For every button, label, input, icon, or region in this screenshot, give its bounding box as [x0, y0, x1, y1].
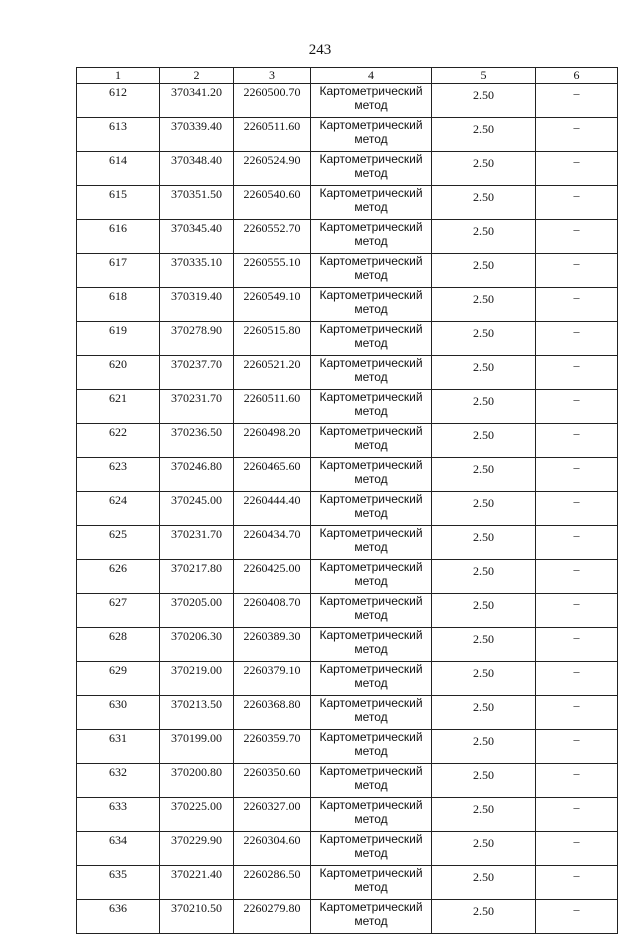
- accuracy: 2.50: [432, 628, 536, 662]
- note: –: [536, 526, 618, 560]
- table-row: [77, 186, 618, 220]
- coordinate-y: 2260515.80: [234, 322, 311, 356]
- point-number: 622: [77, 424, 160, 458]
- coordinate-x: 370221.40: [160, 866, 234, 900]
- coordinate-y: 2260552.70: [234, 220, 311, 254]
- table-row: [77, 696, 618, 730]
- method-cell: [311, 84, 432, 118]
- method-line-2: метод: [354, 336, 388, 350]
- method-line-1: Картометрический: [319, 322, 423, 336]
- method-line-2: метод: [354, 472, 388, 486]
- method-cell: [311, 118, 432, 152]
- note: –: [536, 390, 618, 424]
- coordinate-y: 2260500.70: [234, 84, 311, 118]
- method-line-1: Картометрический: [319, 560, 423, 574]
- coordinate-y: 2260555.10: [234, 254, 311, 288]
- method-line-2: метод: [354, 914, 388, 928]
- method-line-2: метод: [354, 200, 388, 214]
- point-number: 623: [77, 458, 160, 492]
- method-cell: [311, 390, 432, 424]
- table-row: [77, 356, 618, 390]
- note: –: [536, 560, 618, 594]
- point-number: 616: [77, 220, 160, 254]
- method-line-2: метод: [354, 506, 388, 520]
- coordinate-x: 370206.30: [160, 628, 234, 662]
- coordinate-x: 370246.80: [160, 458, 234, 492]
- accuracy: 2.50: [432, 288, 536, 322]
- accuracy: 2.50: [432, 492, 536, 526]
- accuracy: 2.50: [432, 322, 536, 356]
- method-line-1: Картометрический: [319, 356, 423, 370]
- coordinate-y: 2260498.20: [234, 424, 311, 458]
- accuracy: 2.50: [432, 594, 536, 628]
- note: –: [536, 322, 618, 356]
- method-cell: [311, 356, 432, 390]
- coordinate-x: 370245.00: [160, 492, 234, 526]
- method-cell: [311, 798, 432, 832]
- accuracy: 2.50: [432, 866, 536, 900]
- accuracy: 2.50: [432, 254, 536, 288]
- method-line-1: Картометрический: [319, 288, 423, 302]
- coordinate-y: 2260521.20: [234, 356, 311, 390]
- method-line-1: Картометрический: [319, 220, 423, 234]
- coordinate-x: 370213.50: [160, 696, 234, 730]
- table-row: [77, 594, 618, 628]
- coordinate-y: 2260549.10: [234, 288, 311, 322]
- method-cell: [311, 696, 432, 730]
- method-line-1: Картометрический: [319, 730, 423, 744]
- coordinate-x: 370348.40: [160, 152, 234, 186]
- coordinate-x: 370351.50: [160, 186, 234, 220]
- coordinates-table: [76, 67, 618, 934]
- accuracy: 2.50: [432, 390, 536, 424]
- table-row: [77, 628, 618, 662]
- accuracy: 2.50: [432, 152, 536, 186]
- coordinate-y: 2260279.80: [234, 900, 311, 934]
- note: –: [536, 84, 618, 118]
- method-line-1: Картометрический: [319, 186, 423, 200]
- table-row: [77, 84, 618, 118]
- column-header-5: 5: [432, 68, 536, 84]
- table-row: [77, 220, 618, 254]
- note: –: [536, 798, 618, 832]
- accuracy: 2.50: [432, 526, 536, 560]
- column-header-3: 3: [234, 68, 311, 84]
- coordinate-x: 370225.00: [160, 798, 234, 832]
- method-cell: [311, 730, 432, 764]
- table-row: [77, 118, 618, 152]
- method-line-1: Картометрический: [319, 900, 423, 914]
- column-header-2: 2: [160, 68, 234, 84]
- coordinate-x: 370341.20: [160, 84, 234, 118]
- note: –: [536, 594, 618, 628]
- method-line-2: метод: [354, 608, 388, 622]
- method-line-2: метод: [354, 370, 388, 384]
- note: –: [536, 866, 618, 900]
- method-line-1: Картометрический: [319, 696, 423, 710]
- method-cell: [311, 424, 432, 458]
- point-number: 614: [77, 152, 160, 186]
- note: –: [536, 356, 618, 390]
- table-row: [77, 288, 618, 322]
- coordinate-y: 2260389.30: [234, 628, 311, 662]
- coordinate-y: 2260524.90: [234, 152, 311, 186]
- accuracy: 2.50: [432, 900, 536, 934]
- method-line-2: метод: [354, 234, 388, 248]
- coordinate-y: 2260434.70: [234, 526, 311, 560]
- method-cell: [311, 492, 432, 526]
- accuracy: 2.50: [432, 356, 536, 390]
- point-number: 615: [77, 186, 160, 220]
- column-header-6: 6: [536, 68, 618, 84]
- method-line-2: метод: [354, 98, 388, 112]
- point-number: 635: [77, 866, 160, 900]
- coordinate-x: 370205.00: [160, 594, 234, 628]
- coordinate-y: 2260465.60: [234, 458, 311, 492]
- accuracy: 2.50: [432, 84, 536, 118]
- method-line-1: Картометрический: [319, 628, 423, 642]
- coordinate-x: 370319.40: [160, 288, 234, 322]
- method-line-2: метод: [354, 880, 388, 894]
- coordinate-y: 2260359.70: [234, 730, 311, 764]
- table-row: [77, 526, 618, 560]
- accuracy: 2.50: [432, 118, 536, 152]
- coordinate-x: 370217.80: [160, 560, 234, 594]
- method-line-2: метод: [354, 676, 388, 690]
- table-row: [77, 322, 618, 356]
- coordinate-x: 370345.40: [160, 220, 234, 254]
- note: –: [536, 832, 618, 866]
- method-cell: [311, 186, 432, 220]
- method-line-1: Картометрический: [319, 798, 423, 812]
- point-number: 613: [77, 118, 160, 152]
- method-line-1: Картометрический: [319, 152, 423, 166]
- table-row: [77, 832, 618, 866]
- method-cell: [311, 152, 432, 186]
- method-line-2: метод: [354, 778, 388, 792]
- point-number: 620: [77, 356, 160, 390]
- note: –: [536, 696, 618, 730]
- note: –: [536, 730, 618, 764]
- coordinate-y: 2260368.80: [234, 696, 311, 730]
- method-cell: [311, 322, 432, 356]
- method-line-1: Картометрический: [319, 84, 423, 98]
- coordinate-x: 370210.50: [160, 900, 234, 934]
- method-line-1: Картометрический: [319, 866, 423, 880]
- coordinate-x: 370237.70: [160, 356, 234, 390]
- coordinate-x: 370236.50: [160, 424, 234, 458]
- note: –: [536, 492, 618, 526]
- accuracy: 2.50: [432, 458, 536, 492]
- coordinate-y: 2260379.10: [234, 662, 311, 696]
- note: –: [536, 118, 618, 152]
- method-cell: [311, 832, 432, 866]
- coordinate-x: 370335.10: [160, 254, 234, 288]
- coordinate-y: 2260540.60: [234, 186, 311, 220]
- method-cell: [311, 628, 432, 662]
- point-number: 621: [77, 390, 160, 424]
- method-line-2: метод: [354, 574, 388, 588]
- method-line-2: метод: [354, 132, 388, 146]
- accuracy: 2.50: [432, 560, 536, 594]
- method-cell: [311, 254, 432, 288]
- accuracy: 2.50: [432, 832, 536, 866]
- method-line-2: метод: [354, 302, 388, 316]
- coordinate-x: 370199.00: [160, 730, 234, 764]
- point-number: 625: [77, 526, 160, 560]
- point-number: 629: [77, 662, 160, 696]
- method-line-2: метод: [354, 812, 388, 826]
- table-row: [77, 560, 618, 594]
- accuracy: 2.50: [432, 730, 536, 764]
- table-row: [77, 764, 618, 798]
- note: –: [536, 458, 618, 492]
- column-header-1: 1: [77, 68, 160, 84]
- point-number: 630: [77, 696, 160, 730]
- coordinate-x: 370200.80: [160, 764, 234, 798]
- method-line-1: Картометрический: [319, 526, 423, 540]
- accuracy: 2.50: [432, 220, 536, 254]
- method-line-1: Картометрический: [319, 492, 423, 506]
- point-number: 626: [77, 560, 160, 594]
- table-row: [77, 866, 618, 900]
- point-number: 619: [77, 322, 160, 356]
- table-row: [77, 254, 618, 288]
- method-cell: [311, 220, 432, 254]
- table-row: [77, 152, 618, 186]
- coordinate-y: 2260350.60: [234, 764, 311, 798]
- method-line-1: Картометрический: [319, 424, 423, 438]
- note: –: [536, 764, 618, 798]
- point-number: 634: [77, 832, 160, 866]
- note: –: [536, 152, 618, 186]
- table-body: [77, 84, 618, 934]
- coordinate-y: 2260511.60: [234, 390, 311, 424]
- point-number: 636: [77, 900, 160, 934]
- method-line-2: метод: [354, 744, 388, 758]
- column-header-4: 4: [311, 68, 432, 84]
- method-line-1: Картометрический: [319, 764, 423, 778]
- method-cell: [311, 866, 432, 900]
- point-number: 617: [77, 254, 160, 288]
- method-cell: [311, 662, 432, 696]
- method-cell: [311, 526, 432, 560]
- method-line-1: Картометрический: [319, 118, 423, 132]
- coordinate-x: 370231.70: [160, 390, 234, 424]
- method-cell: [311, 764, 432, 798]
- coordinate-x: 370278.90: [160, 322, 234, 356]
- method-line-1: Картометрический: [319, 458, 423, 472]
- table-row: [77, 424, 618, 458]
- note: –: [536, 288, 618, 322]
- coordinate-y: 2260425.00: [234, 560, 311, 594]
- coordinate-x: 370219.00: [160, 662, 234, 696]
- method-line-2: метод: [354, 166, 388, 180]
- coordinate-x: 370229.90: [160, 832, 234, 866]
- note: –: [536, 424, 618, 458]
- method-line-1: Картометрический: [319, 254, 423, 268]
- table-row: [77, 662, 618, 696]
- point-number: 618: [77, 288, 160, 322]
- point-number: 612: [77, 84, 160, 118]
- point-number: 628: [77, 628, 160, 662]
- method-cell: [311, 288, 432, 322]
- method-line-1: Картометрический: [319, 390, 423, 404]
- method-line-1: Картометрический: [319, 832, 423, 846]
- coordinate-y: 2260327.00: [234, 798, 311, 832]
- method-line-2: метод: [354, 846, 388, 860]
- method-line-2: метод: [354, 710, 388, 724]
- coordinate-y: 2260511.60: [234, 118, 311, 152]
- coordinate-x: 370339.40: [160, 118, 234, 152]
- accuracy: 2.50: [432, 186, 536, 220]
- note: –: [536, 628, 618, 662]
- table-header-row: [77, 68, 618, 84]
- note: –: [536, 220, 618, 254]
- table-row: [77, 390, 618, 424]
- coordinate-y: 2260286.50: [234, 866, 311, 900]
- method-line-2: метод: [354, 404, 388, 418]
- table-row: [77, 458, 618, 492]
- method-cell: [311, 560, 432, 594]
- method-line-2: метод: [354, 438, 388, 452]
- method-line-2: метод: [354, 268, 388, 282]
- point-number: 631: [77, 730, 160, 764]
- coordinate-y: 2260304.60: [234, 832, 311, 866]
- method-cell: [311, 458, 432, 492]
- point-number: 632: [77, 764, 160, 798]
- point-number: 624: [77, 492, 160, 526]
- coordinate-y: 2260408.70: [234, 594, 311, 628]
- method-line-1: Картометрический: [319, 662, 423, 676]
- note: –: [536, 900, 618, 934]
- point-number: 633: [77, 798, 160, 832]
- accuracy: 2.50: [432, 798, 536, 832]
- point-number: 627: [77, 594, 160, 628]
- method-line-1: Картометрический: [319, 594, 423, 608]
- method-line-2: метод: [354, 540, 388, 554]
- accuracy: 2.50: [432, 696, 536, 730]
- note: –: [536, 186, 618, 220]
- method-line-2: метод: [354, 642, 388, 656]
- table-row: [77, 492, 618, 526]
- coordinate-x: 370231.70: [160, 526, 234, 560]
- table-row: [77, 798, 618, 832]
- accuracy: 2.50: [432, 424, 536, 458]
- accuracy: 2.50: [432, 662, 536, 696]
- coordinate-y: 2260444.40: [234, 492, 311, 526]
- note: –: [536, 254, 618, 288]
- page-number: 243: [308, 42, 332, 58]
- accuracy: 2.50: [432, 764, 536, 798]
- table-row: [77, 730, 618, 764]
- note: –: [536, 662, 618, 696]
- method-cell: [311, 594, 432, 628]
